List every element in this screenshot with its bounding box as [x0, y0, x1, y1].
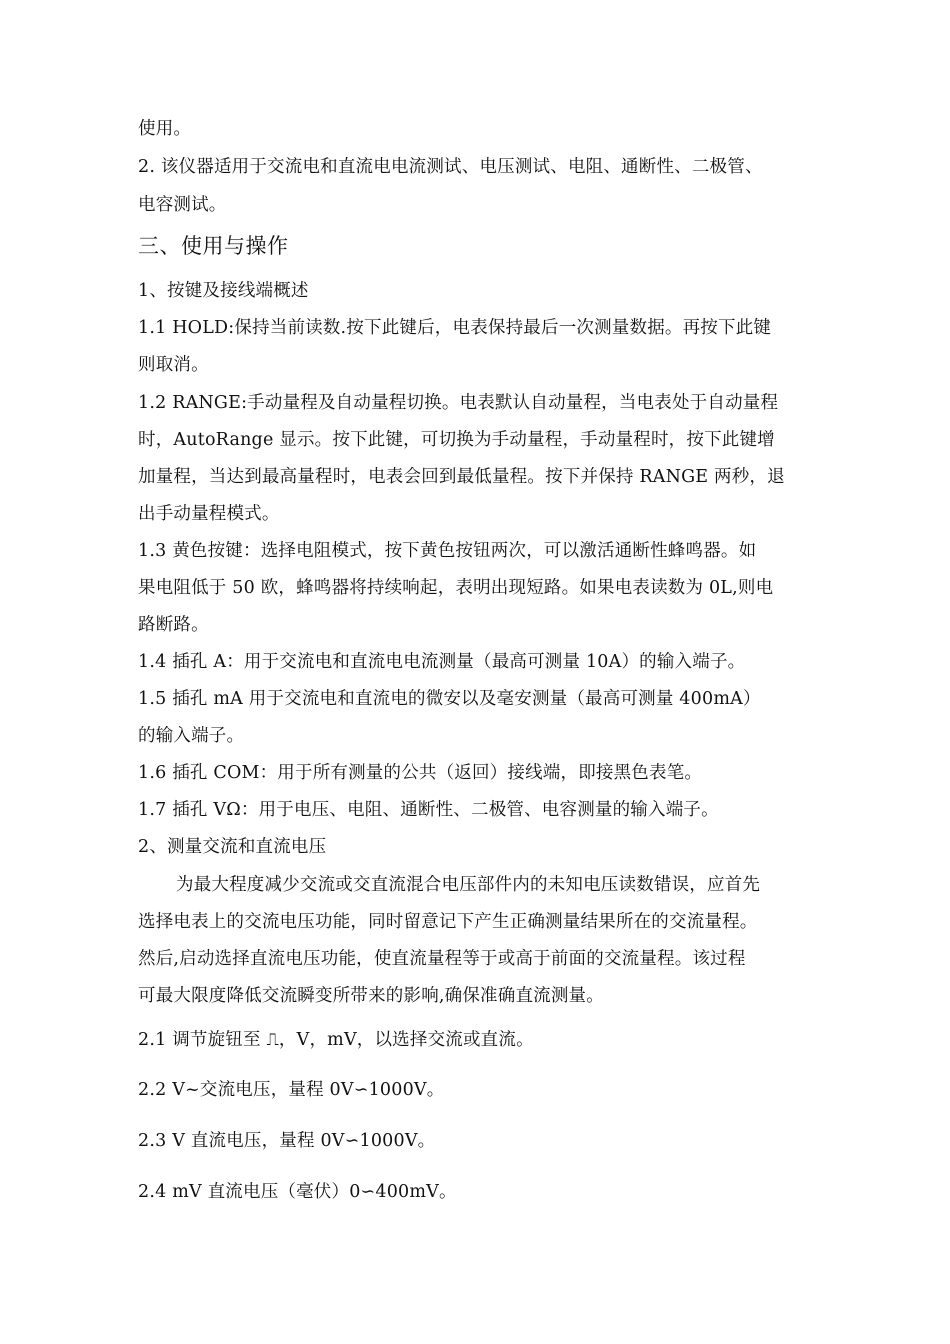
text-line: 可最大限度降低交流瞬变所带来的影响,确保准确直流测量。: [138, 986, 604, 1006]
text-line: 则取消。: [138, 355, 209, 375]
text-line: 时，AutoRange 显示。按下此键，可切换为手动量程，手动量程时，按下此键增: [138, 430, 775, 450]
text-line: 1.3 黄色按键：选择电阻模式，按下黄色按钮两次，可以激活通断性蜂鸣器。如: [138, 541, 757, 561]
text-line: 使用。: [138, 119, 192, 139]
text-line: 2. 该仪器适用于交流电和直流电电流测试、电压测试、电阻、通断性、二极管、: [138, 157, 763, 177]
subsection-heading: 2、测量交流和直流电压: [138, 837, 327, 857]
text-line: 选择电表上的交流电压功能，同时留意记下产生正确测量结果所在的交流量程。: [138, 912, 758, 932]
text-line: 出手动量程模式。: [138, 504, 280, 524]
text-line: 2.1 调节旋钮至 ⎍，V，mV，以选择交流或直流。: [138, 1030, 534, 1050]
subsection-heading: 1、按键及接线端概述: [138, 281, 309, 301]
text-line: 1.7 插孔 VΩ：用于电压、电阻、通断性、二极管、电容测量的输入端子。: [138, 800, 719, 820]
text-line: 2.3 V 直流电压，量程 0V∽1000V。: [138, 1131, 436, 1151]
text-line: 的输入端子。: [138, 726, 245, 746]
text-line: 果电阻低于 50 欧，蜂鸣器将持续响起，表明出现短路。如果电表读数为 0L,则电: [138, 578, 774, 598]
section-heading: 三、使用与操作: [138, 234, 289, 258]
text-line: 1.1 HOLD:保持当前读数.按下此键后，电表保持最后一次测量数据。再按下此键: [138, 318, 772, 338]
text-line: 电容测试。: [138, 195, 227, 215]
text-line: 1.4 插孔 A：用于交流电和直流电电流测量（最高可测量 10A）的输入端子。: [138, 652, 746, 672]
text-line: 2.4 mV 直流电压（毫伏）0∽400mV。: [138, 1182, 457, 1202]
text-line: 然后,启动选择直流电压功能，使直流量程等于或高于前面的交流量程。该过程: [138, 949, 746, 969]
text-line: 2.2 V~交流电压，量程 0V∽1000V。: [138, 1080, 445, 1100]
text-line: 1.6 插孔 COM：用于所有测量的公共（返回）接线端，即接黑色表笔。: [138, 763, 703, 783]
text-line: 路断路。: [138, 615, 209, 635]
text-line: 1.2 RANGE:手动量程及自动量程切换。电表默认自动量程，当电表处于自动量程: [138, 393, 779, 413]
text-line: 1.5 插孔 mA 用于交流电和直流电的微安以及毫安测量（最高可测量 400mA）: [138, 689, 761, 709]
text-line: 加量程，当达到最高量程时，电表会回到最低量程。按下并保持 RANGE 两秒，退: [138, 467, 785, 487]
text-line: 为最大程度减少交流或交直流混合电压部件内的未知电压读数错误，应首先: [176, 875, 761, 895]
